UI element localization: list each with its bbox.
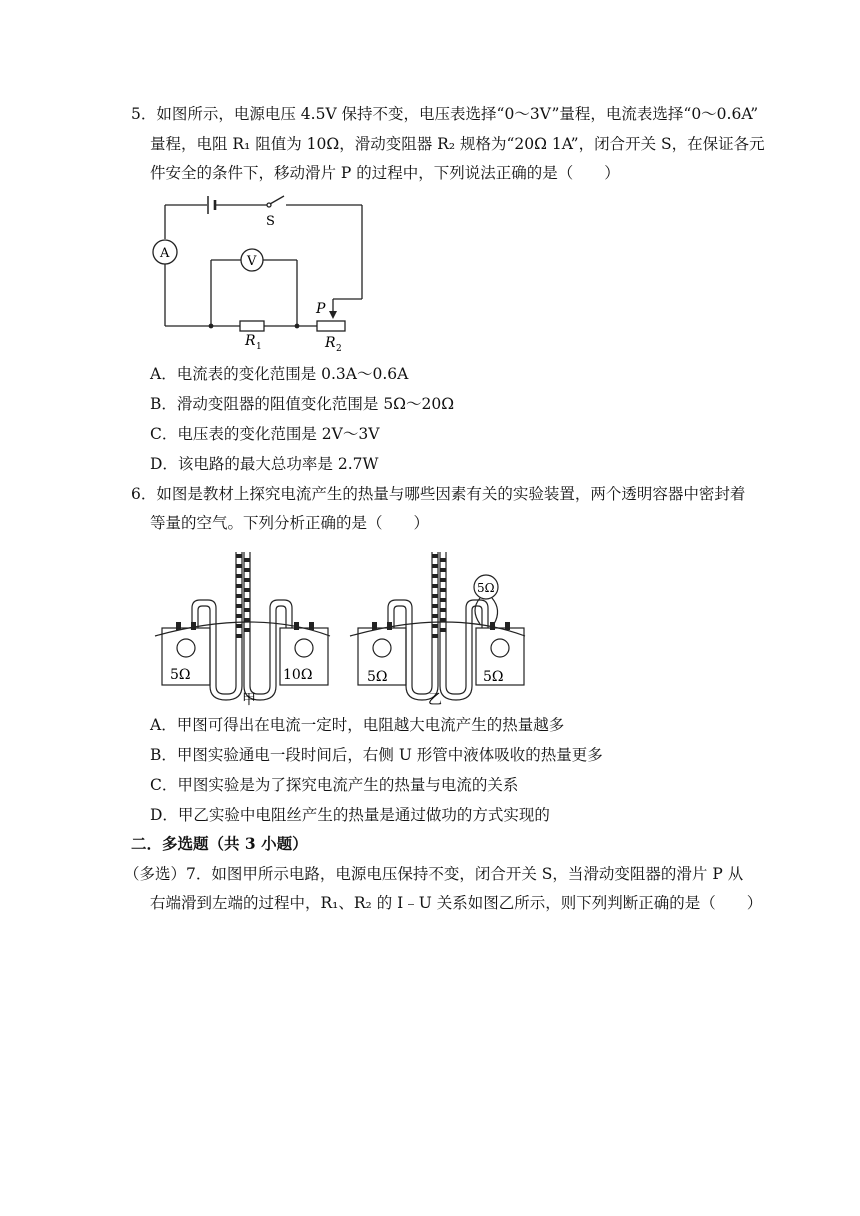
- resistor-r1: [240, 321, 264, 331]
- r1-subscript: 1: [256, 342, 262, 352]
- yi-external-wire-right: [492, 598, 498, 624]
- jia-right-resistance: 10Ω: [283, 667, 313, 683]
- q5-stem-line-1: 5．如图所示，电源电压 4.5V 保持不变，电压表选择“0～3V”量程，电流表选择“0～0.6A”: [131, 105, 759, 123]
- q7-stem-line-2: 右端滑到左端的过程中，R₁、R₂ 的 I﹣U 关系如图乙所示，则下列判断正确的是（ ）: [150, 894, 763, 912]
- ammeter-label: A: [160, 246, 170, 261]
- section-heading-multi-choice: 二．多选题（共 3 小题）: [131, 834, 308, 853]
- r2-label: R: [325, 335, 336, 351]
- slider-arrow-icon: [329, 311, 337, 319]
- jia-left-u-tube-outer: [198, 552, 242, 700]
- q5-option-a: A．电流表的变化范围是 0.3A～0.6A: [150, 365, 409, 383]
- q6-stem-line-2: 等量的空气。下列分析正确的是（ ）: [150, 514, 430, 532]
- r1-label: R: [245, 333, 256, 349]
- q6-stem-line-1: 6．如图是教材上探究电流产生的热量与哪些因素有关的实验装置，两个透明容器中密封着: [131, 485, 746, 503]
- jia-caption: 甲: [242, 692, 256, 708]
- r2-subscript: 2: [336, 344, 342, 354]
- yi-top-resistance: 5Ω: [477, 581, 495, 595]
- jia-left-resistance: 5Ω: [170, 667, 191, 683]
- q6-option-c: C．甲图实验是为了探究电流产生的热量与电流的关系: [150, 776, 519, 794]
- yi-caption: 乙: [428, 692, 442, 708]
- slider-label: P: [316, 301, 326, 317]
- q6-option-d: D．甲乙实验中电阻丝产生的热量是通过做功的方式实现的: [150, 806, 550, 824]
- yi-left-resistance: 5Ω: [367, 669, 388, 685]
- q5-stem-line-2: 量程，电阻 R₁ 阻值为 10Ω，滑动变阻器 R₂ 规格为“20Ω 1A”，闭合开关 S，在保证各元: [150, 135, 765, 153]
- jia-left-coil: [177, 639, 195, 657]
- q5-option-c: C．电压表的变化范围是 2V～3V: [150, 425, 380, 443]
- q5-option-d: D．该电路的最大总功率是 2.7W: [150, 455, 379, 473]
- yi-left-coil: [373, 639, 391, 657]
- yi-external-wire-left: [475, 598, 480, 624]
- rheostat-r2: [317, 321, 345, 331]
- q5-option-b: B．滑动变阻器的阻值变化范围是 5Ω～20Ω: [150, 395, 455, 413]
- q7-stem-line-1: （多选）7．如图甲所示电路，电源电压保持不变，闭合开关 S，当滑动变阻器的滑片 P 从: [124, 865, 744, 883]
- junction-left: [209, 324, 214, 329]
- q6-experiment-figure: [150, 544, 530, 709]
- q6-option-a: A．甲图可得出在电流一定时，电阻越大电流产生的热量越多: [150, 716, 565, 734]
- yi-right-coil: [491, 639, 509, 657]
- jia-right-coil: [295, 639, 313, 657]
- voltmeter-label: V: [247, 254, 257, 269]
- q5-circuit-diagram: [145, 192, 375, 362]
- yi-right-resistance: 5Ω: [483, 669, 504, 685]
- q6-option-b: B．甲图实验通电一段时间后，右侧 U 形管中液体吸收的热量更多: [150, 746, 603, 764]
- switch-blade: [270, 196, 284, 204]
- junction-right: [295, 324, 300, 329]
- switch-label: S: [266, 214, 275, 229]
- q5-stem-line-3: 件安全的条件下，移动滑片 P 的过程中，下列说法正确的是（ ）: [150, 164, 620, 182]
